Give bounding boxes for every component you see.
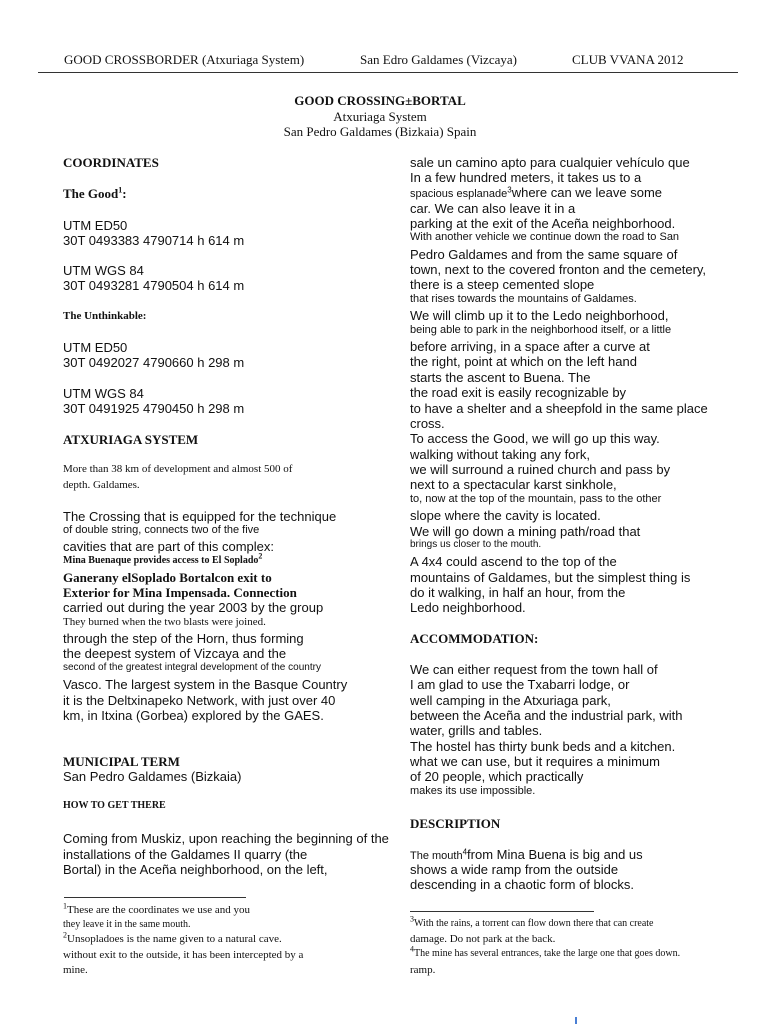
- text-line: Coming from Muskiz, upon reaching the beginning of the: [63, 831, 389, 846]
- text-line: to, now at the top of the mountain, pass to the other: [410, 493, 662, 505]
- text-line: of double string, connects two of the five: [63, 524, 260, 536]
- text-line: ATXURIAGA SYSTEM: [63, 432, 199, 447]
- text-line: Mina Buenaque provides access to El Soplado$^2$: [63, 551, 263, 566]
- text-line: carried out during the year 2003 by the group: [63, 600, 324, 615]
- text-line: I am glad to use the Txabarri lodge, or: [410, 677, 630, 692]
- text-line: being able to park in the neighborhood itself, or a little: [410, 324, 672, 336]
- text-line: brings us closer to the mouth.: [410, 539, 542, 550]
- text-line: installations of the Galdames II quarry (the: [63, 847, 308, 862]
- text-line: To access the Good, we will go up this way.: [410, 431, 660, 446]
- text-line: UTM ED50: [63, 340, 128, 355]
- text-line: km, in Itxina (Gorbea) explored by the GAES.: [63, 708, 324, 723]
- left-footnote-divider: [64, 897, 246, 898]
- header-right: CLUB VVANA 2012: [572, 52, 684, 67]
- footnote-line: $^4$The mine has several entrances, take the large one that goes down.: [410, 944, 681, 959]
- text-line: UTM ED50: [63, 218, 128, 233]
- header-divider: [38, 72, 738, 73]
- text-line: UTM WGS 84: [63, 263, 144, 278]
- text-line: The Unthinkable:: [63, 310, 147, 322]
- text-line: The hostel has thirty bunk beds and a kitchen.: [410, 739, 676, 754]
- text-line: depth. Galdames.: [63, 479, 140, 491]
- text-line: shows a wide ramp from the outside: [410, 862, 619, 877]
- text-line: second of the greatest integral development of the country: [63, 662, 321, 673]
- text-line: parking at the exit of the Aceña neighborhood.: [410, 216, 676, 231]
- header-left: GOOD CROSSBORDER (Atxuriaga System): [64, 52, 305, 67]
- text-line: spacious esplanade$^3$where can we leave some: [410, 185, 663, 200]
- text-line: before arriving, in a space after a curve at: [410, 339, 650, 354]
- footnote-line: ramp.: [410, 964, 436, 976]
- text-line: the deepest system of Vizcaya and the: [63, 646, 287, 661]
- text-line: The Crossing that is equipped for the technique: [63, 509, 337, 524]
- text-line: well camping in the Atxuriaga park,: [410, 693, 611, 708]
- text-line: car. We can also leave it in a: [410, 201, 576, 216]
- footnote-line: without exit to the outside, it has been intercepted by a: [63, 949, 304, 961]
- text-line: 30T 0492027 4790660 h 298 m: [63, 355, 245, 370]
- text-line: of 20 people, which practically: [410, 769, 584, 784]
- title-block: [0, 93, 760, 140]
- text-line: descending in a chaotic form of blocks.: [410, 877, 635, 892]
- text-line: town, next to the covered fronton and the cemetery,: [410, 262, 707, 277]
- text-line: They burned when the two blasts were joined.: [63, 616, 266, 628]
- footnote-line: $^1$These are the coordinates we use and you: [63, 901, 250, 916]
- text-line: We will go down a mining path/road that: [410, 524, 641, 539]
- text-line: mountains of Galdames, but the simplest thing is: [410, 570, 691, 585]
- text-line: COORDINATES: [63, 155, 159, 170]
- header-middle: San Edro Galdames (Vizcaya): [360, 52, 517, 67]
- text-line: there is a steep cemented slope: [410, 277, 595, 292]
- footnote-line: $^2$Unsopladoes is the name given to a natural cave.: [63, 930, 282, 945]
- text-line: 30T 0493281 4790504 h 614 m: [63, 278, 245, 293]
- text-line: the road exit is easily recognizable by: [410, 385, 627, 400]
- text-line: HOW TO GET THERE: [63, 800, 166, 811]
- text-line: the right, point at which on the left hand: [410, 354, 637, 369]
- text-line: MUNICIPAL TERM: [63, 754, 180, 769]
- text-line: In a few hundred meters, it takes us to a: [410, 170, 642, 185]
- text-line: starts the ascent to Buena. The: [410, 370, 591, 385]
- text-line: UTM WGS 84: [63, 386, 144, 401]
- text-line: Ganerany elSoplado Bortalcon exit to: [63, 570, 272, 585]
- text-line: between the Aceña and the industrial park, with: [410, 708, 683, 723]
- text-line: Vasco. The largest system in the Basque Country: [63, 677, 348, 692]
- document-location: San Pedro Galdames (Bizkaia) Spain: [283, 124, 477, 139]
- document-subtitle: Atxuriaga System: [333, 108, 427, 124]
- footnote-line: $^3$With the rains, a torrent can flow down there that can create: [410, 914, 654, 929]
- right-footnote-divider: [410, 911, 594, 912]
- text-line: We will climb up it to the Ledo neighborhood,: [410, 308, 669, 323]
- text-line: 30T 0491925 4790450 h 298 m: [63, 401, 245, 416]
- text-line: it is the Deltxinapeko Network, with just over 40: [63, 693, 336, 708]
- text-line: cavities that are part of this complex:: [63, 539, 274, 554]
- text-line: to have a shelter and a sheepfold in the same place: [410, 401, 708, 416]
- text-line: 30T 0493383 4790714 h 614 m: [63, 233, 245, 248]
- document-title: GOOD CROSSING±BORTAL: [294, 93, 466, 108]
- text-line: slope where the cavity is located.: [410, 508, 601, 523]
- text-line: DESCRIPTION: [410, 816, 501, 831]
- text-line: cross.: [410, 416, 445, 431]
- footnote-line: mine.: [63, 964, 88, 976]
- page-marker: [575, 1017, 577, 1024]
- text-line: Pedro Galdames and from the same square of: [410, 247, 678, 262]
- text-line: With another vehicle we continue down the road to San: [410, 231, 680, 243]
- text-line: what we can use, but it requires a minimum: [410, 754, 660, 769]
- text-line: A 4x4 could ascend to the top of the: [410, 554, 617, 569]
- text-line: The Good$^1$:: [63, 185, 127, 201]
- text-line: makes its use impossible.: [410, 785, 536, 797]
- text-line: sale un camino apto para cualquier vehículo que: [410, 155, 690, 170]
- text-line: San Pedro Galdames (Bizkaia): [63, 769, 242, 784]
- footnote-line: damage. Do not park at the back.: [410, 933, 556, 945]
- text-line: water, grills and tables.: [410, 723, 543, 738]
- text-line: Bortal) in the Aceña neighborhood, on the left,: [63, 862, 328, 877]
- text-line: next to a spectacular karst sinkhole,: [410, 477, 617, 492]
- text-line: Exterior for Mina Impensada. Connection: [63, 585, 297, 600]
- text-line: that rises towards the mountains of Galdames.: [410, 293, 637, 305]
- text-line: The mouth$^4$from Mina Buena is big and us: [410, 847, 643, 862]
- text-line: through the step of the Horn, thus forming: [63, 631, 304, 646]
- text-line: More than 38 km of development and almost 500 of: [63, 463, 293, 475]
- text-line: We can either request from the town hall of: [410, 662, 658, 677]
- text-line: walking without taking any fork,: [410, 447, 590, 462]
- text-line: ACCOMMODATION:: [410, 631, 539, 646]
- text-line: Ledo neighborhood.: [410, 600, 526, 615]
- text-line: we will surround a ruined church and pass by: [410, 462, 671, 477]
- footnote-line: they leave it in the same mouth.: [63, 919, 191, 930]
- text-line: do it walking, in half an hour, from the: [410, 585, 626, 600]
